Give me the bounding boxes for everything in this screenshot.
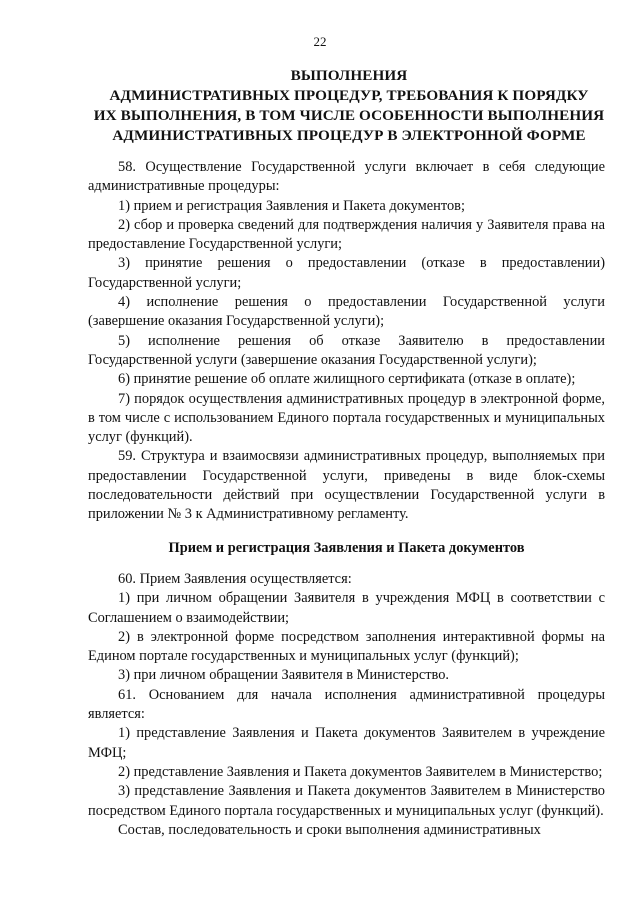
subsection-title: Прием и регистрация Заявления и Пакета документов [168,539,525,556]
paragraph: 2) представление Заявления и Пакета документов Заявителем в Министерство; [118,763,603,780]
page-number: 22 [313,34,327,49]
paragraph: 58. Осуществление Государственной услуги включает в себя следующие административные процедуры: [88,159,605,195]
paragraph: 1) представление Заявления и Пакета документов Заявителем в учреждение МФЦ; [88,725,605,761]
heading-line: ИХ ВЫПОЛНЕНИЯ, В ТОМ ЧИСЛЕ ОСОБЕННОСТИ ВЫПОЛНЕНИЯ [93,107,605,124]
paragraph: 3) представление Заявления и Пакета документов Заявителем в Министерство посредством Единого портала государственных и муниципальных услуг (функций). [88,783,605,819]
paragraph: 5) исполнение решения об отказе Заявителю в предоставлении Государственной услуги (завершение оказания Государственной услуги); [88,332,605,368]
paragraph: 3) принятие решения о предоставлении (отказе в предоставлении) Государственной услуги; [88,255,605,291]
paragraph: 60. Прием Заявления осуществляется: [118,570,352,587]
paragraph: 7) порядок осуществления административных процедур в электронной форме, в том числе с использованием Единого портала государственных и муниципальных услуг (функций). [88,390,605,446]
paragraph: 2) сбор и проверка сведений для подтверждения наличия у Заявителя права на предоставление Государственной услуги; [88,216,605,253]
paragraph: 3) при личном обращении Заявителя в Министерство. [118,667,449,684]
paragraph: 6) принятие решение об оплате жилищного сертификата (отказе в оплате); [118,371,576,388]
paragraph: 1) прием и регистрация Заявления и Пакета документов; [118,197,465,214]
heading-line: ВЫПОЛНЕНИЯ [290,67,408,84]
paragraph: 61. Основанием для начала исполнения административной процедуры является: [88,686,605,723]
document-body [88,158,605,840]
heading-line: АДМИНИСТРАТИВНЫХ ПРОЦЕДУР, ТРЕБОВАНИЯ К ПОРЯДКУ [109,87,589,104]
paragraph: 4) исполнение решения о предоставлении Государственной услуги (завершение оказания Государственной услуги); [88,294,605,330]
paragraph: 59. Структура и взаимосвязи административных процедур, выполняемых при предоставлении Государственной услуги, приведены в виде блок-схемы последовательности действий при осуществлении Государственной услуги в приложении № 3 к Административному регламенту. [88,448,605,523]
paragraph: 2) в электронной форме посредством заполнения интерактивной формы на Едином портале государственных и муниципальных услуг (функций); [88,628,605,665]
paragraph: 1) при личном обращении Заявителя в учреждения МФЦ в соответствии с Соглашением о взаимодействии; [88,590,605,626]
section-heading [88,66,610,146]
heading-line: АДМИНИСТРАТИВНЫХ ПРОЦЕДУР В ЭЛЕКТРОННОЙ ФОРМЕ [112,127,586,144]
paragraph: Состав, последовательность и сроки выполнения административных [118,821,541,838]
